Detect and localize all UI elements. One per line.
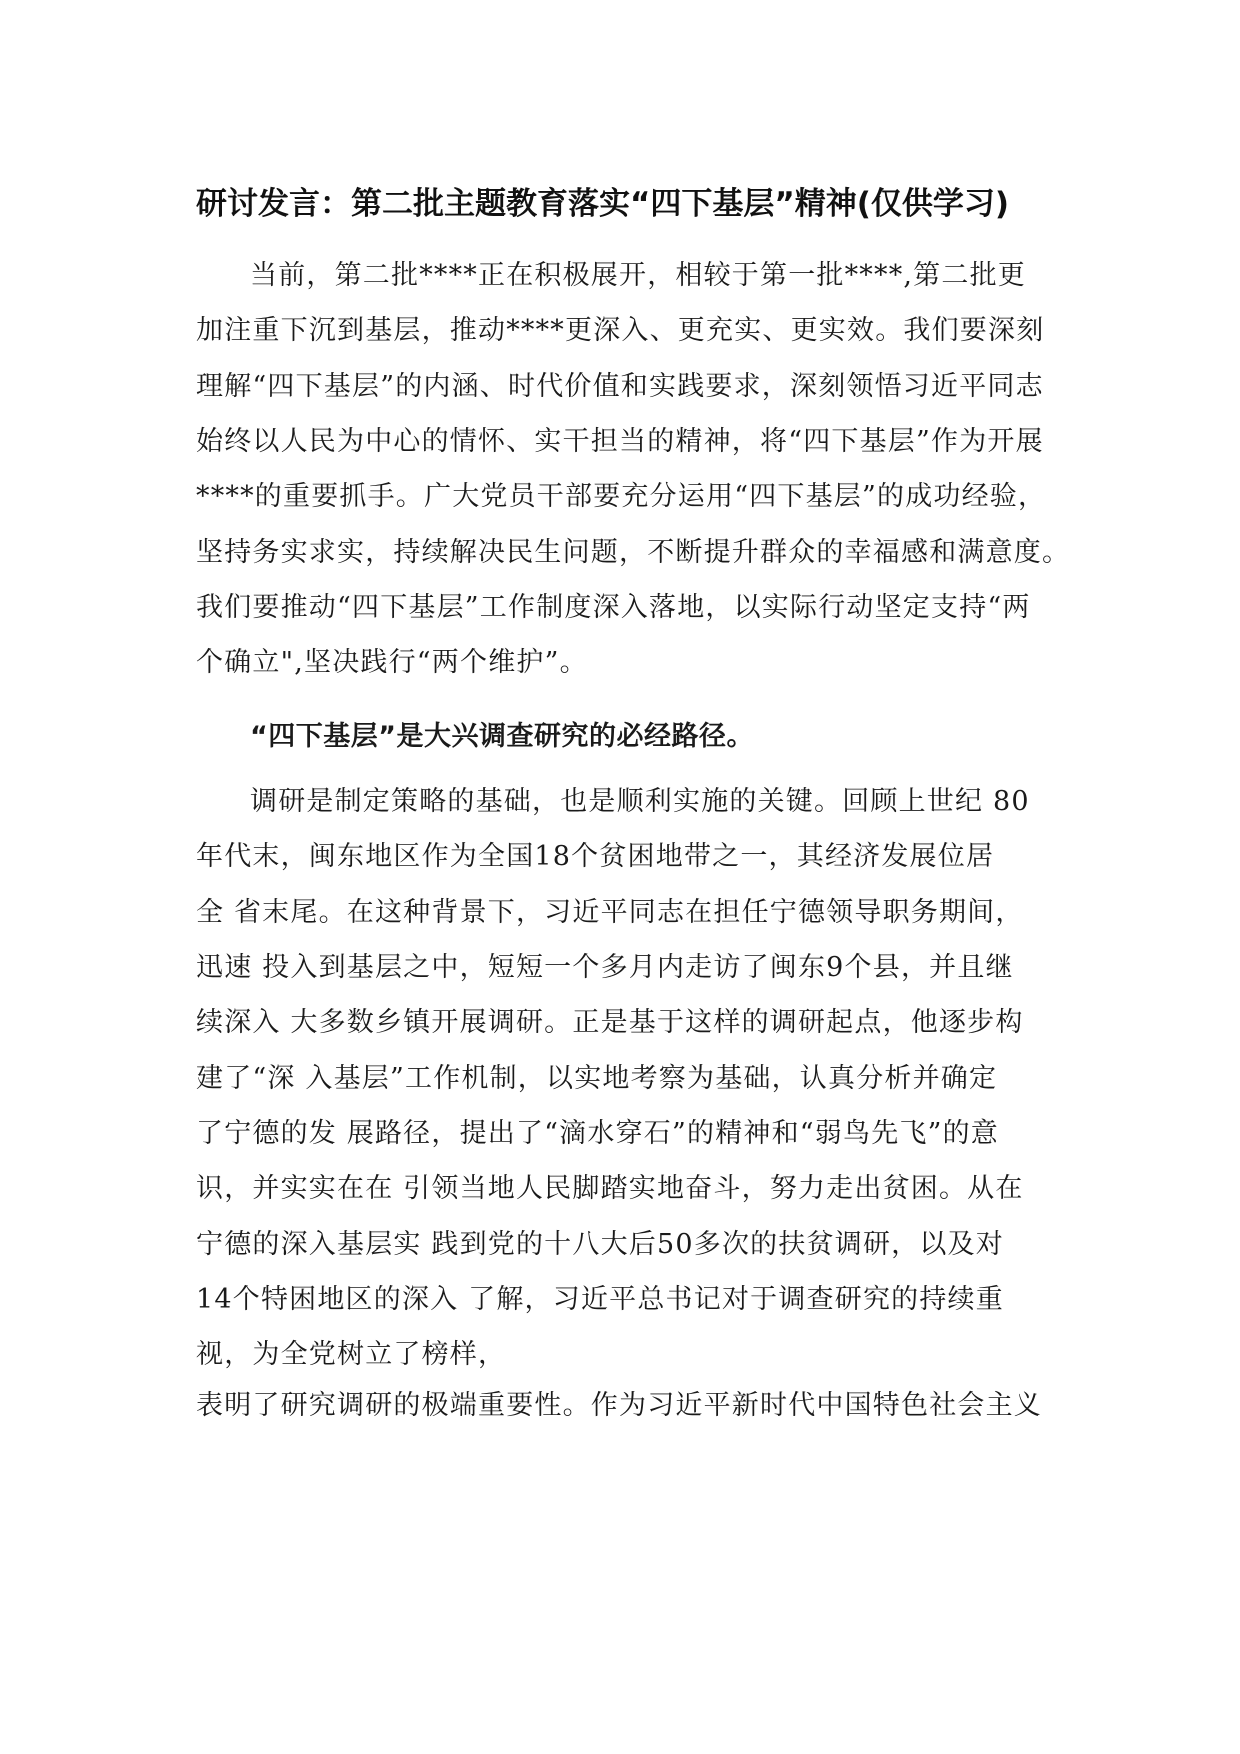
paragraph-2-line-8: 识，并实实在在 引领当地人民脚踏实地奋斗，努力走出贫困。从在 [196,1173,1024,1204]
paragraph-2-line-10: 14个特困地区的深入 了解，习近平总书记对于调查研究的持续重 [196,1284,1004,1315]
paragraph-1-line-7: 我们要推动“四下基层”工作制度深入落地，以实际行动坚定支持“两 [196,592,1031,623]
paragraph-2-line-9: 宁德的深入基层实 践到党的十八大后50多次的扶贫调研，以及对 [196,1229,1004,1260]
paragraph-2-line-2: 年代末，闽东地区作为全国18个贫困地带之一，其经济发展位居 [196,841,995,872]
paragraph-2-line-11: 视，为全党树立了榜样， [196,1339,507,1370]
paragraph-1-line-3: 理解“四下基层”的内涵、时代价值和实践要求，深刻领悟习近平同志 [196,371,1044,402]
paragraph-2-line-6: 建了“深 入基层”工作机制，以实地考察为基础，认真分析并确定 [196,1063,998,1094]
paragraph-1-line-6: 坚持务实求实，持续解决民生问题，不断提升群众的幸福感和满意度。 [196,537,1071,568]
paragraph-1-line-4: 始终以人民为中心的情怀、实干担当的精神，将“四下基层”作为开展 [196,426,1044,457]
paragraph-2-line-3: 全 省末尾。在这种背景下，习近平同志在担任宁德领导职务期间， [196,897,1024,928]
section-heading: “四下基层”是大兴调查研究的必经路径。 [250,721,754,752]
paragraph-1-line-2: 加注重下沉到基层，推动****更深入、更充实、更实效。我们要深刻 [196,315,1045,346]
paragraph-2-line-7: 了宁德的发 展路径，提出了“滴水穿石”的精神和“弱鸟先飞”的意 [196,1118,999,1149]
paragraph-2-line-4: 迅速 投入到基层之中，短短一个多月内走访了闽东9个县，并且继 [196,952,1014,983]
paragraph-1-line-8: 个确立",坚决践行“两个维护”。 [196,647,588,678]
paragraph-1-line-5: ****的重要抓手。广大党员干部要充分运用“四下基层”的成功经验， [196,481,1047,512]
paragraph-1-line-1: 当前，第二批****正在积极展开，相较于第一批****,第二批更 [250,260,1026,291]
paragraph-2-line-1: 调研是制定策略的基础，也是顺利实施的关键。回顾上世纪 80 [250,786,1030,817]
paragraph-2-line-5: 续深入 大多数乡镇开展调研。正是基于这样的调研起点，他逐步构 [196,1007,1024,1038]
paragraph-2-line-12: 表明了研究调研的极端重要性。作为习近平新时代中国特色社会主义 [196,1390,1042,1421]
document-title: 研讨发言：第二批主题教育落实“四下基层”精神(仅供学习) [196,186,1010,222]
